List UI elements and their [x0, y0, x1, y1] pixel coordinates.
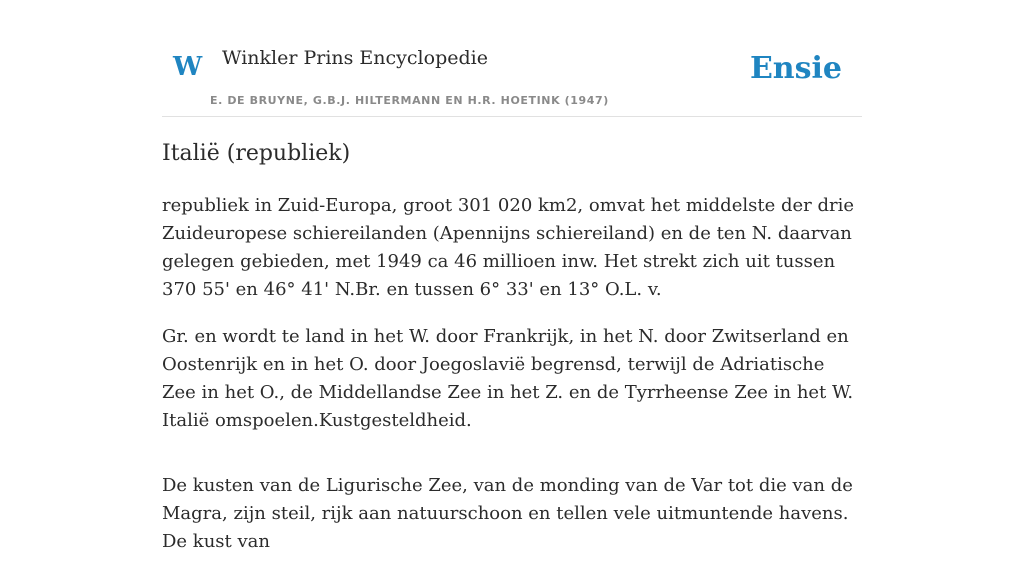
book-title[interactable]: Winkler Prins Encyclopedie [222, 47, 488, 69]
book-authors: E. DE BRUYNE, G.B.J. HILTERMANN EN H.R. HOETINK (1947) [210, 94, 609, 107]
article-paragraph: republiek in Zuid-Europa, groot 301 020 km2, omvat het middelste der drie Zuideuropese schiereilanden (Apennijns schiereiland) en de ten N. daarvan gelegen gebieden, met 1949 ca 46 millioen inw. Het strekt zich uit tussen 370 55' en 46° 41' N.Br. en tussen 6° 33' en 13° O.L. v. [162, 195, 854, 300]
article-paragraph: De kusten van de Ligurische Zee, van de monding van de Var tot die van de Magra, zijn steil, rijk aan natuurschoon en tellen vele uitmuntende havens. De kust van [162, 475, 853, 552]
article-paragraph: Gr. en wordt te land in het W. door Frankrijk, in het N. door Zwitserland en Oostenrijk en in het O. door Joegoslavië begrensd, terwijl de Adriatische Zee in het O., de Middellandse Zee in het Z. en de Tyrrheense Zee in het W. Italië omspoelen.Kustgesteldheid. [162, 326, 854, 431]
site-header [162, 40, 862, 117]
ensie-logo[interactable]: Ensie [749, 51, 842, 86]
article-body [162, 192, 862, 575]
winkler-prins-logo[interactable]: W [173, 52, 203, 82]
article-title: Italië (republiek) [162, 141, 351, 166]
